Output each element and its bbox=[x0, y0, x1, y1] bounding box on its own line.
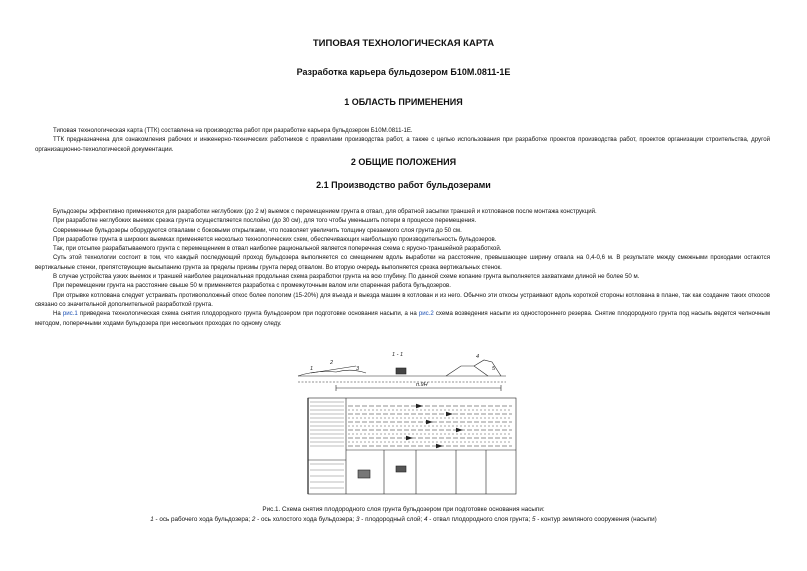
callout-label: 4 bbox=[476, 354, 480, 360]
paragraph: Типовая технологическая карта (ТТК) составлена на производства работ при разработке карьера бульдозером Б10М.0811-1Е. bbox=[53, 127, 413, 134]
paragraph: При разработке грунта в широких выемках применяется несколько технологических схем, обеспечивающих наибольшую производительность бульдозеров. bbox=[53, 235, 497, 243]
figure-1-diagram bbox=[296, 340, 522, 497]
paragraph: Бульдозеры эффективно применяются для разработки неглубоких (до 2 м) выемок с перемещением грунта в отвал, для обратной засыпки траншей и котлованов после монтажа конструкций. bbox=[53, 208, 597, 215]
paragraph: ТТК предназначена для ознакомления рабочих и инженерно-технических работников с правилами производства работ, а также с целью использования при разработке проектов производства работ, проектов организации строительства, другой организационно-технологической документации. bbox=[35, 136, 770, 153]
figure-2-link[interactable]: рис.2 bbox=[418, 310, 434, 318]
callout-label: 1 bbox=[310, 366, 314, 372]
section-1-heading: 1 ОБЛАСТЬ ПРИМЕНЕНИЯ bbox=[344, 97, 463, 107]
embankment-contour bbox=[446, 366, 488, 376]
paragraph: В случае устройства узких выемок и траншей наиболее рациональная продольная схема разработки грунта на всю глубину. По данной схеме копание грунта выполняется захватками длиной не более 50 м. bbox=[53, 273, 640, 281]
section-2-1-heading: 2.1 Производство работ бульдозерами bbox=[316, 180, 491, 190]
document-subtitle: Разработка карьера бульдозером Б10М.0811-1Е bbox=[296, 67, 511, 77]
dimension-label: п.9Н bbox=[416, 382, 428, 388]
topsoil-spoil-right bbox=[474, 360, 501, 376]
paragraph: Современные бульдозеры оборудуются отвалами с боковыми открылками, что позволяет увеличить толщину срезаемого слоя грунта до 50 см. bbox=[53, 226, 462, 234]
document-title: ТИПОВАЯ ТЕХНОЛОГИЧЕСКАЯ КАРТА bbox=[312, 38, 495, 49]
figure-1-legend: 1 - ось рабочего хода бульдозера; 2 - ось холостого хода бульдозера; 3 - плодородный слой; 4 - отвал плодородного слоя грунта; 5 - контур земляного сооружения (насыпи) bbox=[150, 516, 657, 523]
paragraph: Так, при отсыпке разрабатываемого грунта с перемещением в отвал наиболее рациональной является поперечная схема с ярусно-траншейной разработкой. bbox=[53, 245, 502, 253]
paragraph-with-links: На рис.1 приведена технологическая схема снятия плодородного грунта бульдозером при подготовке основания насыпи, а на рис.2 схема возведения насыпи из одностороннего резерва. Снятие плодородного грунта под насыпь ведется челночным методом, поперечными ходами бульдозера при нескольких проходах по одному следу. bbox=[35, 310, 771, 327]
section-2-text bbox=[35, 207, 770, 328]
paragraph: При отрывке котлована следует устраивать противоположный откос более пологим (15-20%) для въезда и выезда машин в котлован и из него. Обычно эти откосы устраивают вдоль короткой стороны котлована в плане, так как создание таких откосов связано со значительной дополнительной разработкой грунта. bbox=[35, 291, 770, 308]
section-2-heading: 2 ОБЩИЕ ПОЛОЖЕНИЯ bbox=[350, 157, 457, 167]
bulldozer-icon bbox=[396, 368, 406, 374]
section-label: 1 - 1 bbox=[392, 352, 404, 358]
paragraph: При перемещении грунта на расстояние свыше 50 м применяется разработка с промежуточным валом или спаренная работа бульдозеров. bbox=[53, 282, 451, 290]
callout-label: 5 bbox=[492, 366, 496, 372]
bulldozer-plan-icon bbox=[358, 470, 370, 478]
figure-1-link[interactable]: рис.1 bbox=[62, 310, 78, 318]
paragraph: Суть этой технологии состоит в том, что каждый последующий проход бульдозера выполняется со смещением вдоль выработки на расстояние, превышающее ширину отвала на 0,4-0,6 м. В результате между смежными проходами остаются вертикальные стенки, препятствующие высыпанию грунта за пределы призмы грунта перед отвалом. Во вторую очередь выполняется срезка вертикальных стенок. bbox=[35, 254, 770, 271]
callout-label: 3 bbox=[356, 366, 360, 372]
paragraph: При разработке неглубоких выемок срезка грунта осуществляется послойно (до 30 см), для того чтобы уменьшить потери в процессе перемещения. bbox=[53, 217, 477, 225]
section-1-text bbox=[35, 126, 770, 154]
callout-label: 2 bbox=[330, 360, 334, 366]
figure-1-caption: Рис.1. Схема снятия плодородного слоя грунта бульдозером при подготовке основания насыпи: bbox=[262, 506, 545, 513]
